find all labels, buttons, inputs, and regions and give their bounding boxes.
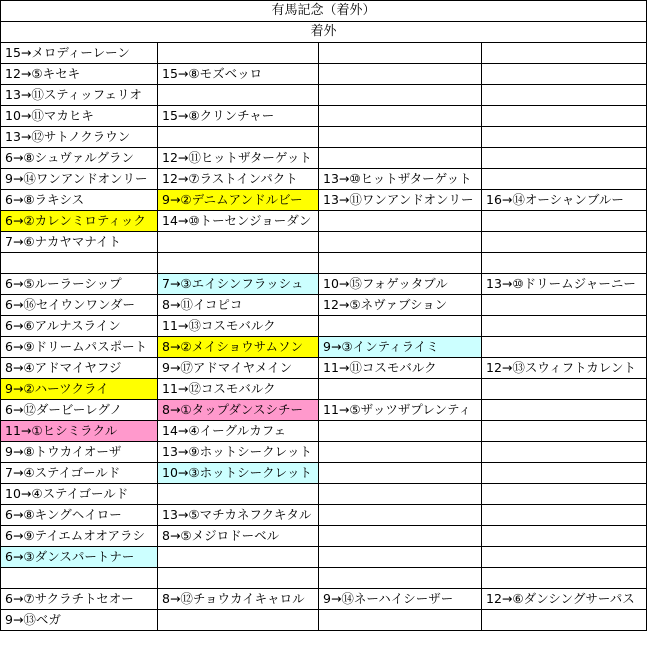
table-cell: 6→⑦サクラチトセオー — [1, 589, 158, 610]
table-cell — [482, 43, 647, 64]
table-cell: 13→⑫サトノクラウン — [1, 127, 158, 148]
table-row — [1, 211, 647, 232]
table-cell: 13→⑩ヒットザターゲット — [319, 169, 482, 190]
table-cell: 12→⑦ラストインパクト — [158, 169, 319, 190]
table-cell: 9→⑰アドマイヤメイン — [158, 358, 319, 379]
table-cell: 6→②カレンミロティック — [1, 211, 158, 232]
table-cell: 13→⑪ワンアンドオンリー — [319, 190, 482, 211]
table-row — [1, 505, 647, 526]
table-body — [1, 43, 647, 631]
table-cell: 9→②ハーツクライ — [1, 379, 158, 400]
table-row — [1, 85, 647, 106]
table-cell: 8→⑫チョウカイキャロル — [158, 589, 319, 610]
table-cell — [482, 463, 647, 484]
table-row — [1, 232, 647, 253]
table-cell: 15→⑧モズベッロ — [158, 64, 319, 85]
table-cell — [319, 421, 482, 442]
table-cell — [319, 64, 482, 85]
table-cell — [482, 526, 647, 547]
title-row — [1, 1, 647, 22]
table-cell — [158, 85, 319, 106]
table-row — [1, 421, 647, 442]
table-cell: 6→⑨ドリームパスポート — [1, 337, 158, 358]
table-cell — [482, 148, 647, 169]
table-cell: 11→⑬コスモバルク — [158, 316, 319, 337]
table-cell — [482, 232, 647, 253]
table-cell — [319, 463, 482, 484]
table-row — [1, 442, 647, 463]
table-cell — [319, 547, 482, 568]
table-row — [1, 610, 647, 631]
table-cell: 11→⑪コスモバルク — [319, 358, 482, 379]
table-cell: 9→⑬ベガ — [1, 610, 158, 631]
table-row — [1, 400, 647, 421]
table-cell — [158, 568, 319, 589]
table-cell: 6→⑥アルナスライン — [1, 316, 158, 337]
table-cell: 11→⑫コスモバルク — [158, 379, 319, 400]
table-cell: 10→⑮フォゲッタブル — [319, 274, 482, 295]
table-cell — [158, 547, 319, 568]
table-row — [1, 589, 647, 610]
table-cell — [482, 127, 647, 148]
table-cell — [482, 253, 647, 274]
table-row — [1, 64, 647, 85]
table-cell — [482, 400, 647, 421]
table-row — [1, 127, 647, 148]
table-cell: 15→⑧クリンチャー — [158, 106, 319, 127]
table-cell — [482, 85, 647, 106]
table-row — [1, 568, 647, 589]
table-cell — [158, 253, 319, 274]
table-cell: 6→⑨テイエムオオアラシ — [1, 526, 158, 547]
table-cell: 10→③ホットシークレット — [158, 463, 319, 484]
table-cell — [319, 505, 482, 526]
table-row — [1, 316, 647, 337]
table-row — [1, 43, 647, 64]
table-cell: 6→⑤ルーラーシップ — [1, 274, 158, 295]
table-cell — [319, 232, 482, 253]
table-cell: 12→⑪ヒットザターゲット — [158, 148, 319, 169]
table-cell: 6→⑧キングヘイロー — [1, 505, 158, 526]
table-cell — [158, 484, 319, 505]
table-cell: 6→⑧ラキシス — [1, 190, 158, 211]
table-cell: 9→⑭ワンアンドオンリー — [1, 169, 158, 190]
table-cell — [482, 316, 647, 337]
table-row — [1, 358, 647, 379]
table-cell — [319, 85, 482, 106]
table-cell — [158, 127, 319, 148]
table-cell — [482, 295, 647, 316]
table-cell: 8→①タップダンスシチー — [158, 400, 319, 421]
table-cell — [319, 442, 482, 463]
table-cell — [319, 253, 482, 274]
table-cell: 14→④イーグルカフェ — [158, 421, 319, 442]
table-cell: 8→⑪イコピコ — [158, 295, 319, 316]
table-cell — [482, 421, 647, 442]
table-cell — [482, 547, 647, 568]
table-cell — [158, 43, 319, 64]
table-cell: 8→⑤メジロドーベル — [158, 526, 319, 547]
table-row — [1, 547, 647, 568]
table-cell — [319, 43, 482, 64]
table-cell — [482, 379, 647, 400]
table-cell: 11→⑤ザッツザプレンティ — [319, 400, 482, 421]
table-cell: 7→⑥ナカヤマナイト — [1, 232, 158, 253]
table-cell — [319, 211, 482, 232]
table-cell: 6→⑫ダービーレグノ — [1, 400, 158, 421]
table-cell: 6→③ダンスパートナー — [1, 547, 158, 568]
table-cell — [319, 526, 482, 547]
table-cell: 12→⑬スウィフトカレント — [482, 358, 647, 379]
table-cell: 8→④アドマイヤフジ — [1, 358, 158, 379]
table-cell — [319, 379, 482, 400]
table-cell — [482, 568, 647, 589]
table-cell — [319, 316, 482, 337]
table-cell: 11→①ヒシミラクル — [1, 421, 158, 442]
table-cell: 13→⑤マチカネフクキタル — [158, 505, 319, 526]
table-cell: 12→⑥ダンシングサーパス — [482, 589, 647, 610]
table-cell — [158, 232, 319, 253]
table-cell — [319, 127, 482, 148]
table-cell — [482, 64, 647, 85]
table-cell — [482, 442, 647, 463]
table-cell — [319, 568, 482, 589]
table-cell: 9→②デニムアンドルビー — [158, 190, 319, 211]
table-cell: 7→③エイシンフラッシュ — [158, 274, 319, 295]
table-cell — [482, 610, 647, 631]
table-cell — [482, 106, 647, 127]
table-cell: 16→⑭オーシャンブルー — [482, 190, 647, 211]
table-cell: 14→⑩トーセンジョーダン — [158, 211, 319, 232]
table-cell — [482, 169, 647, 190]
table-cell — [482, 484, 647, 505]
table-cell: 9→⑭ネーハイシーザー — [319, 589, 482, 610]
table-row — [1, 106, 647, 127]
table-cell: 6→⑧シュヴァルグラン — [1, 148, 158, 169]
table-cell — [319, 484, 482, 505]
table-cell — [482, 505, 647, 526]
table-cell: 10→④ステイゴールド — [1, 484, 158, 505]
table-cell: 8→②メイショウサムソン — [158, 337, 319, 358]
table-cell: 10→⑪マカヒキ — [1, 106, 158, 127]
table-cell — [158, 610, 319, 631]
table-cell: 7→④ステイゴールド — [1, 463, 158, 484]
table-cell: 13→⑩ドリームジャーニー — [482, 274, 647, 295]
table-row — [1, 274, 647, 295]
table-cell — [319, 610, 482, 631]
table-row — [1, 253, 647, 274]
table-cell: 6→⑯セイウンワンダー — [1, 295, 158, 316]
table-row — [1, 379, 647, 400]
table-row — [1, 295, 647, 316]
table-row — [1, 484, 647, 505]
table-cell — [319, 106, 482, 127]
table-cell: 12→⑤キセキ — [1, 64, 158, 85]
table-cell: 13→⑨ホットシークレット — [158, 442, 319, 463]
table-cell: 12→⑤ネヴァブション — [319, 295, 482, 316]
table-cell — [482, 337, 647, 358]
table-row — [1, 148, 647, 169]
table-cell: 9→⑧トウカイオーザ — [1, 442, 158, 463]
table-row — [1, 337, 647, 358]
table-row — [1, 169, 647, 190]
table-cell: 15→メロディーレーン — [1, 43, 158, 64]
table-row — [1, 463, 647, 484]
table-cell: 13→⑪スティッフェリオ — [1, 85, 158, 106]
table-cell — [1, 568, 158, 589]
table-subtitle: 着外 — [1, 22, 647, 43]
table-cell — [319, 148, 482, 169]
table-row — [1, 526, 647, 547]
subtitle-row — [1, 22, 647, 43]
table-cell: 9→③インティライミ — [319, 337, 482, 358]
table-title: 有馬記念（着外） — [1, 1, 647, 22]
table-cell — [482, 211, 647, 232]
table-row — [1, 190, 647, 211]
table-cell — [1, 253, 158, 274]
